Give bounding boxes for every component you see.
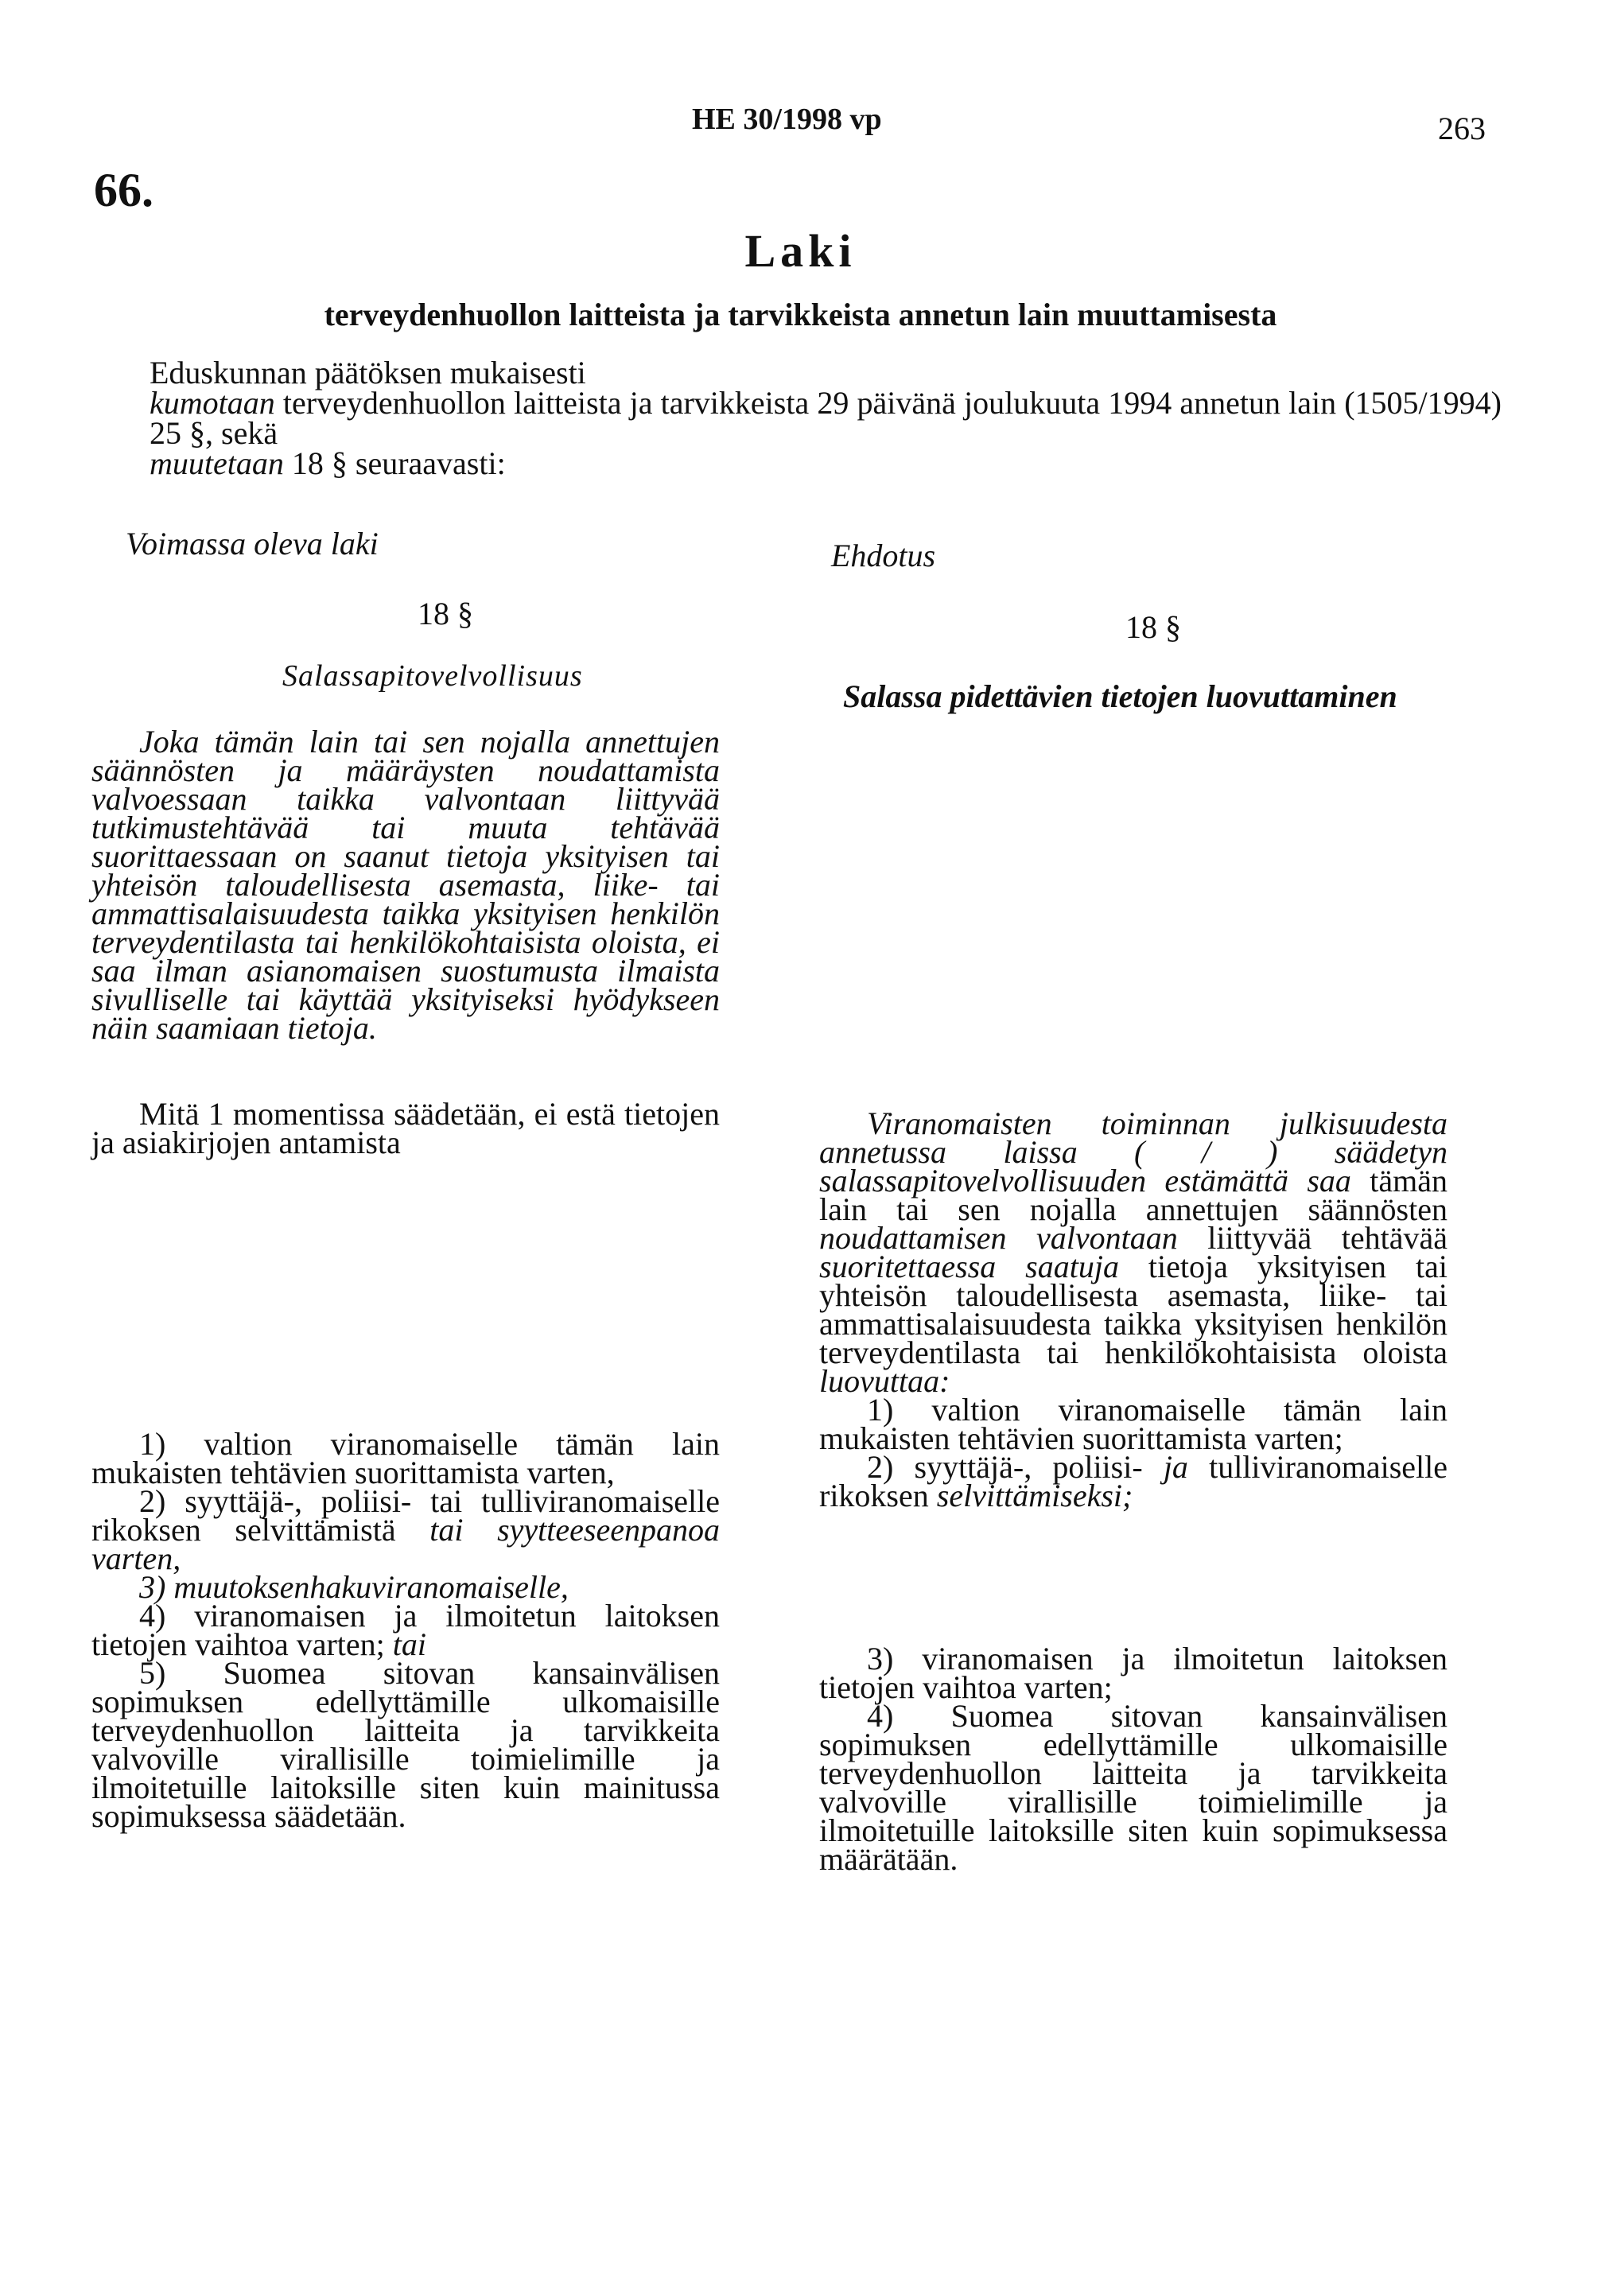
right-item-2-italic-b: ja [1163, 1449, 1188, 1485]
right-p1-italic-e: suoritettaessa saatuja [819, 1249, 1119, 1284]
enactment-line: Eduskunnan päätöksen mukaisesti [150, 355, 586, 390]
left-item-4 [91, 1598, 720, 1662]
right-item-2-italic-d: selvittämiseksi; [936, 1478, 1133, 1513]
right-item-1: 1) valtion viranomaiselle tämän lain mukaisten tehtävien suorittamista varten; [819, 1392, 1448, 1456]
right-item-4: 4) Suomea sitovan kansainvälisen sopimuksen edellyttämille ulkomaisille terveydenhuollon laitteita ja tarvikkeita valvoville virallisille toimielimille ja ilmoitetuille laitoksille siten kuin sopimuksessa määrätään. [819, 1698, 1448, 1877]
left-section-title: Salassapitovelvollisuus [282, 659, 583, 693]
right-item-list [819, 1641, 1448, 1877]
repeal-clause [150, 385, 1502, 451]
left-item-4-italic: tai [392, 1626, 426, 1662]
law-title: Laki [744, 225, 857, 277]
enactment-clause [150, 355, 1502, 481]
right-p1-italic-c: noudattamisen valvontaan [819, 1220, 1178, 1256]
left-item-2 [91, 1483, 720, 1576]
left-item-3: 3) muutoksenhakuviranomaiselle, [139, 1569, 569, 1605]
right-section-number: 18 § [1125, 609, 1181, 645]
left-p2-text: Mitä 1 momentissa säädetään, ei estä tietojen ja asiakirjojen antamista [91, 1096, 720, 1160]
right-p1-italic-g: luovuttaa: [819, 1363, 950, 1399]
left-item-1: 1) valtion viranomaiselle tämän lain mukaisten tehtävien suorittamista varten, [91, 1426, 720, 1490]
amend-text: 18 § seuraavasti: [283, 445, 506, 481]
right-p1-text-d: liittyvää tehtävää [1177, 1220, 1448, 1256]
right-p1-lead: Viranomaisten toiminnan julkisuudesta annetussa laissa ( / ) säädetyn salassapitovelvollisuuden estämättä saa [819, 1105, 1448, 1199]
law-subtitle: terveydenhuollon laitteista ja tarvikkeista annetun lain muuttamisesta [324, 297, 1277, 332]
left-paragraph-1 [91, 724, 720, 1046]
document-number: 66. [94, 164, 153, 216]
journal-reference: HE 30/1998 vp [692, 103, 882, 136]
left-item-4-text: 4) viranomaisen ja ilmoitetun laitoksen tietojen vaihtoa varten; [91, 1598, 720, 1662]
left-paragraph-2 [91, 1096, 720, 1160]
page-number: 263 [1438, 111, 1486, 146]
left-item-list [91, 1426, 720, 1834]
left-item-2-italic: tai syytteeseenpanoa varten, [91, 1512, 720, 1576]
right-item-3: 3) viranomaisen ja ilmoitetun laitoksen tietojen vaihtoa varten; [819, 1641, 1448, 1705]
amend-clause [150, 445, 1502, 481]
left-section-number: 18 § [418, 596, 473, 631]
right-item-2-text-c: tulliviranomaiselle rikoksen [819, 1449, 1448, 1513]
right-section-title: Salassa pidettävien tietojen luovuttaminen [843, 678, 1397, 714]
left-p1-text: Joka tämän lain tai sen nojalla annettujen säännösten ja määräysten noudattamista valvoessaan taikka valvontaan liittyvää tutkimustehtävää tai muuta tehtävää suorittaessaan on saanut tietoja yksityisen tai yhteisön taloudellisesta asemasta, liike- tai ammattisalaisuudesta taikka yksityisen henkilön terveydentilasta tai henkilökohtaisista oloista, ei saa ilman asianomaisen suostumusta ilmaista sivulliselle tai käyttää yksityiseksi hyödykseen näin saamiaan tietoja. [91, 724, 720, 1046]
amend-keyword: muutetaan [150, 445, 284, 481]
left-item-2-text: 2) syyttäjä-, poliisi- tai tulliviranomaiselle rikoksen selvittämistä [91, 1483, 720, 1548]
right-item-2 [819, 1449, 1448, 1513]
right-paragraph-1 [819, 1105, 1448, 1513]
right-p1-text-f: tietoja yksityisen tai yhteisön taloudellisesta asemasta, liike- tai ammattisalaisuudesta taikka yksityisen henkilön terveydentilasta tai henkilökohtaisista oloista [819, 1249, 1448, 1370]
repeal-keyword: kumotaan [150, 385, 275, 421]
left-item-5: 5) Suomea sitovan kansainvälisen sopimuksen edellyttämille ulkomaisille terveydenhuollon laitteita ja tarvikkeita valvoville virallisille toimielimille ja ilmoitetuille laitoksille siten kuin mainitussa sopimuksessa säädetään. [91, 1655, 720, 1834]
right-item-2-text-a: 2) syyttäjä-, poliisi- [867, 1449, 1164, 1485]
right-column-heading: Ehdotus [831, 538, 936, 573]
left-column-heading: Voimassa oleva laki [126, 526, 379, 561]
repeal-text: terveydenhuollon laitteista ja tarvikkeista 29 päivänä joulukuuta 1994 annetun lain (1505/1994) 25 §, sekä [150, 385, 1502, 451]
right-p1-text-b: tämän lain tai sen nojalla annettujen säännösten [819, 1163, 1448, 1227]
